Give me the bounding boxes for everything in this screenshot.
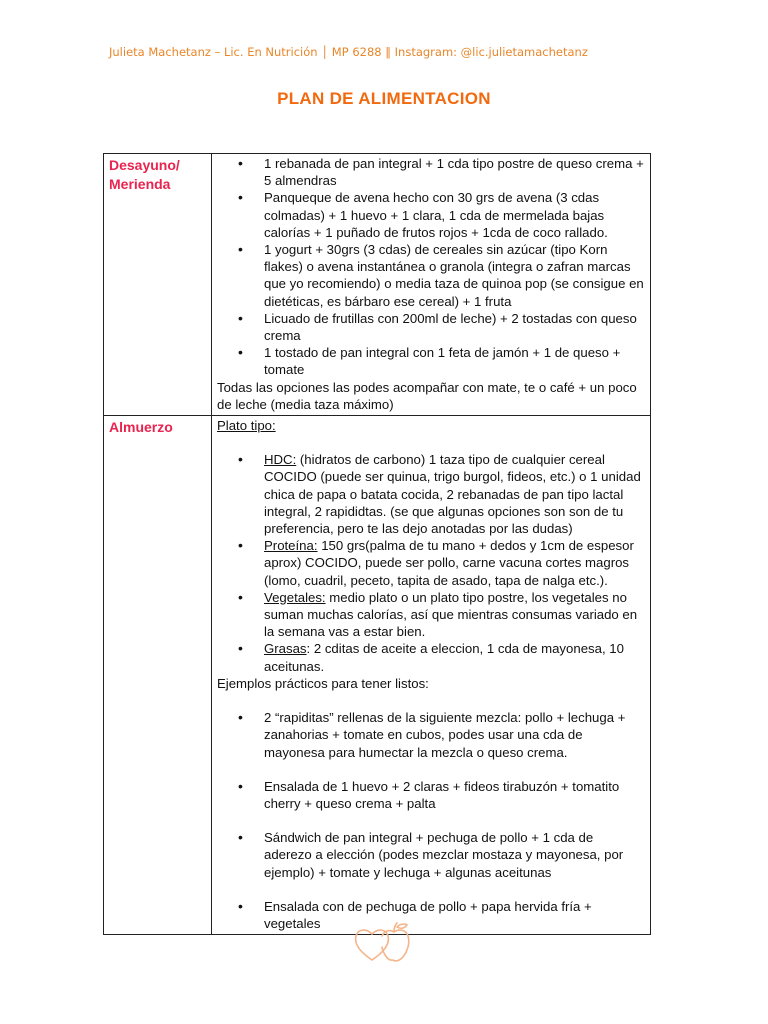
list-item: • Ensalada con de pechuga de pollo + papa hervida fría + vegetales bbox=[217, 898, 644, 932]
group-text: (hidratos de carbono) 1 taza tipo de cualquier cereal COCIDO (puede ser quinua, trigo burgol, fideos, etc.) o 1 unidad chica de papa o batata cocida, 2 rebanadas de pan tipo lactal integral, 2 rapididtas. (se que algunas opciones son son de tu preferencia, pero te las dejo anotadas por las dudas) bbox=[264, 452, 641, 537]
plate-groups-list bbox=[217, 451, 644, 675]
list-item: • 1 yogurt + 30grs (3 cdas) de cereales sin azúcar (tipo Korn flakes) o avena instantánea o granola (integra o zafran marcas que yo recomiendo) o media taza de quinoa pop (se consigue en dietéticas, es bárbaro ese cereal) + 1 fruta bbox=[217, 241, 644, 310]
lunch-content bbox=[212, 416, 651, 935]
page-title: PLAN DE ALIMENTACION bbox=[277, 89, 491, 108]
list-item bbox=[217, 537, 644, 589]
list-item bbox=[217, 589, 644, 641]
group-text: : 2 cditas de aceite a eleccion, 1 cda de mayonesa, 10 aceitunas. bbox=[264, 641, 624, 674]
breakfast-note: Todas las opciones las podes acompañar con mate, te o café + un poco de leche (media taza máximo) bbox=[217, 379, 637, 412]
examples-label: Ejemplos prácticos para tener listos: bbox=[217, 675, 429, 691]
plate-label: Plato tipo: bbox=[217, 418, 276, 434]
list-item: • Licuado de frutillas con 200ml de leche) + 2 tostadas con queso crema bbox=[217, 310, 644, 344]
lunch-row bbox=[104, 416, 651, 935]
group-term: Proteína: bbox=[264, 538, 318, 554]
breakfast-row bbox=[104, 154, 651, 416]
breakfast-list bbox=[217, 155, 644, 379]
list-item: • 2 “rapiditas” rellenas de la siguiente mezcla: pollo + lechuga + zanahorias + tomate en cubos, podes usar una cda de mayonesa para humectar la mezcla o queso crema. bbox=[217, 709, 644, 761]
breakfast-content bbox=[212, 154, 651, 416]
list-item bbox=[217, 640, 644, 674]
list-item: • 1 rebanada de pan integral + 1 cda tipo postre de queso crema + 5 almendras bbox=[217, 155, 644, 189]
group-text: 150 grs(palma de tu mano + dedos y 1cm de espesor aprox) COCIDO, puede ser pollo, carne vacuna cortes magros (lomo, cuadril, peceto, tapita de asado, tapa de nalga etc.). bbox=[264, 538, 634, 588]
apple-heart-logo-icon bbox=[352, 920, 418, 966]
group-term: HDC: bbox=[264, 452, 297, 468]
page-header: Julieta Machetanz – Lic. En Nutrición │ MP 6288 ‖ Instagram: @lic.julietamachetanz bbox=[109, 45, 588, 59]
examples-list bbox=[217, 709, 644, 932]
group-term: Vegetales: bbox=[264, 589, 326, 605]
list-item: • 1 tostado de pan integral con 1 feta de jamón + 1 de queso + tomate bbox=[217, 344, 644, 378]
group-text: medio plato o un plato tipo postre, los vegetales no suman muchas calorías, así que mientras consumas variado en la semana vas a estar bien. bbox=[264, 589, 638, 640]
list-item: • Sándwich de pan integral + pechuga de pollo + 1 cda de aderezo a elección (podes mezclar mostaza y mayonesa, por ejemplo) + tomate y lechuga + algunas aceitunas bbox=[217, 829, 644, 881]
meal-plan-table bbox=[103, 153, 651, 935]
list-item: • Panqueque de avena hecho con 30 grs de avena (3 cdas colmadas) + 1 huevo + 1 clara, 1 cda de mermelada bajas calorías + 1 puñado de frutos rojos + 1cda de coco rallado. bbox=[217, 189, 644, 241]
breakfast-label: Desayuno/ Merienda bbox=[104, 154, 212, 416]
lunch-label: Almuerzo bbox=[104, 416, 212, 935]
list-item bbox=[217, 451, 644, 537]
group-term: Grasas bbox=[264, 641, 307, 657]
list-item: • Ensalada de 1 huevo + 2 claras + fideos tirabuzón + tomatito cherry + queso crema + palta bbox=[217, 778, 644, 812]
